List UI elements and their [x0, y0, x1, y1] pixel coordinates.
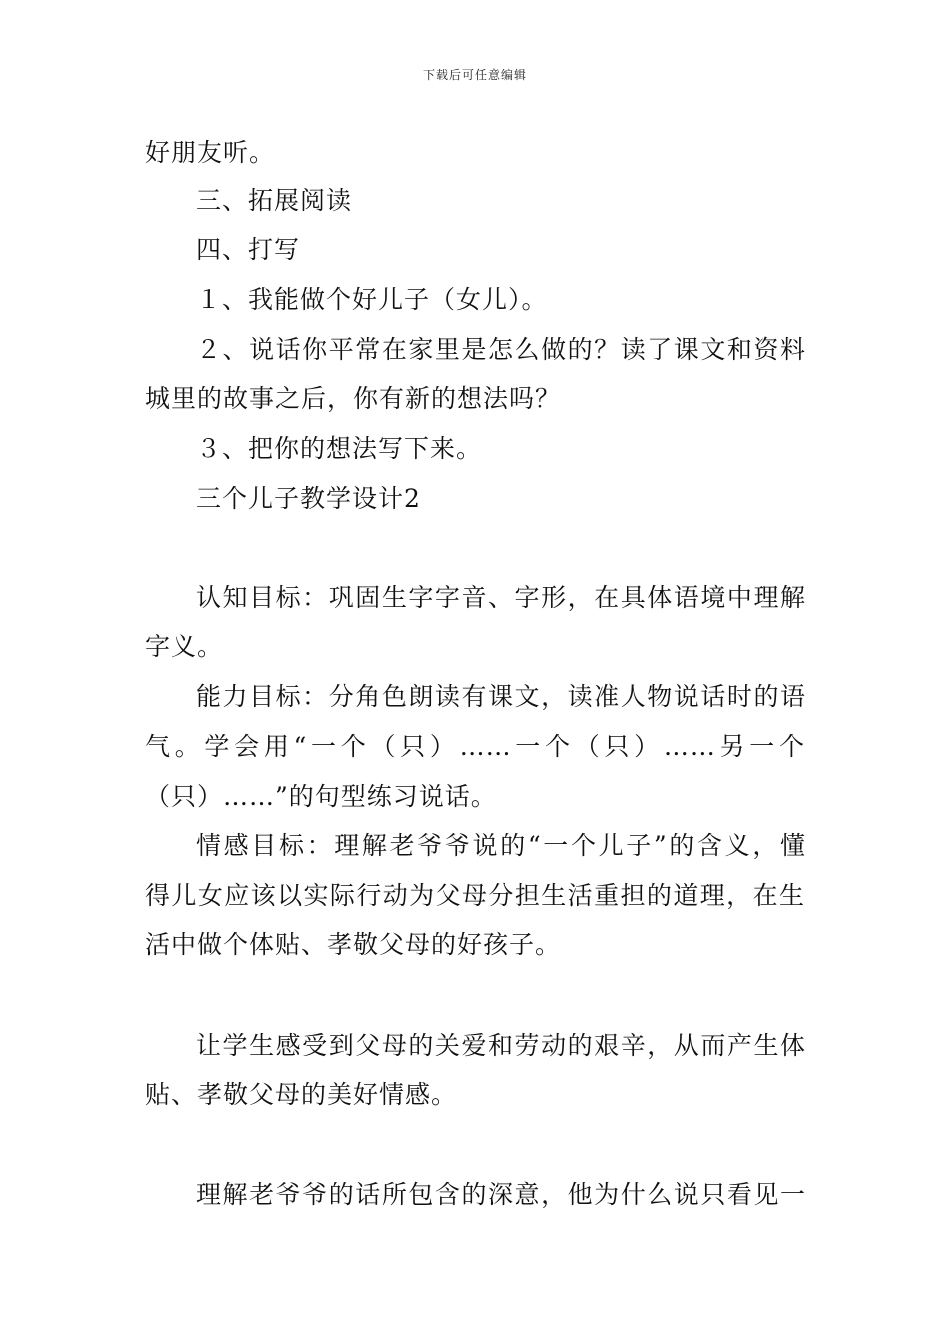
text-line-13: （只）……”的句型练习说话。 [145, 782, 497, 811]
text-line-9: 认知目标：巩固生字字音、字形，在具体语境中理解 [196, 583, 806, 612]
text-line-1: 好朋友听。 [145, 138, 276, 167]
text-line-4: １、我能做个好儿子（女儿）。 [196, 285, 548, 314]
text-line-11: 能力目标：分角色朗读有课文，读准人物说话时的语 [196, 682, 806, 711]
text-line-18: 贴、孝敬父母的美好情感。 [145, 1080, 458, 1109]
text-line-5: ２、说话你平常在家里是怎么做的？读了课文和资料 [196, 335, 806, 364]
text-line-10: 字义。 [145, 632, 224, 661]
page-header: 下载后可任意编辑 [422, 68, 527, 82]
text-line-2: 三、拓展阅读 [196, 186, 353, 215]
text-line-12: 气。学会用“一个（只）……一个（只）……另一个 [145, 732, 805, 761]
text-line-15: 得儿女应该以实际行动为父母分担生活重担的道理，在生 [145, 881, 805, 910]
text-line-7: ３、把你的想法写下来。 [196, 434, 483, 463]
text-line-19: 理解老爷爷的话所包含的深意，他为什么说只看见一 [196, 1180, 806, 1209]
text-line-3: 四、打写 [196, 235, 301, 264]
text-line-14: 情感目标：理解老爷爷说的“一个儿子”的含义，懂 [196, 831, 806, 860]
text-line-6: 城里的故事之后，你有新的想法吗？ [145, 384, 562, 413]
text-line-17: 让学生感受到父母的关爱和劳动的艰辛，从而产生体 [196, 1031, 806, 1060]
text-line-16: 活中做个体贴、孝敬父母的好孩子。 [145, 930, 562, 959]
text-line-8: 三个儿子教学设计2 [196, 484, 421, 513]
